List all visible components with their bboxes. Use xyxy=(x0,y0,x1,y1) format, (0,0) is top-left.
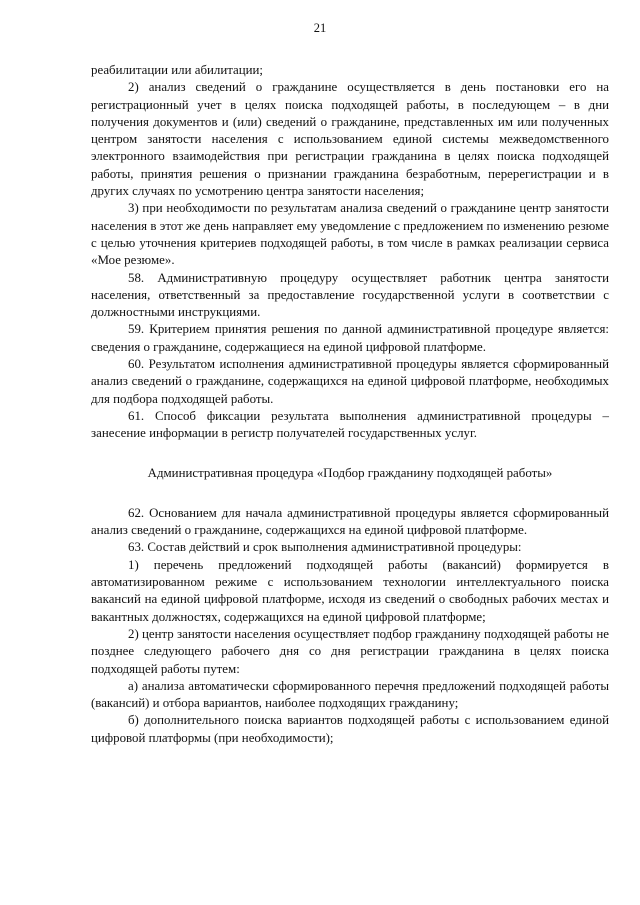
paragraph: 58. Административную процедуру осуществляет работник центра занятости населения, ответственный за предоставление государственной услуги в соответствии с должностными инструкциями. xyxy=(91,270,609,320)
paragraph: 59. Критерием принятия решения по данной административной процедуре является: сведения о гражданине, содержащиеся на единой цифровой платформе. xyxy=(91,322,609,354)
paragraph: 3) при необходимости по результатам анализа сведений о гражданине центр занятости населения в этот же день направляет ему уведомление с предложением по изменению резюме с целью уточнения критериев подходящей работы, в том числе в рамках реализации сервиса «Мое резюме». xyxy=(91,201,609,268)
paragraph: 1) перечень предложений подходящей работы (вакансий) формируется в автоматизированном режиме с использованием технологии интеллектуального поиска вакансий на единой цифровой платформе, исходя из сведений о свободных рабочих местах и вакантных должностях, содержащихся на единой цифровой платформе; xyxy=(91,557,609,624)
paragraph: 60. Результатом исполнения административной процедуры является сформированный анализ сведений о гражданине, содержащихся на единой цифровой платформе, необходимых для подбора подходящей работы. xyxy=(91,357,609,406)
paragraph: б) дополнительного поиска вариантов подходящей работы с использованием единой цифровой платформы (при необходимости); xyxy=(91,713,609,745)
paragraph: 61. Способ фиксации результата выполнения административной процедуры – занесение информации в регистр получателей государственных услуг. xyxy=(91,408,609,441)
section-title: Административная процедура «Подбор гражданину подходящей работы» xyxy=(147,465,553,480)
paragraph: 62. Основанием для начала административной процедуры является сформированный анализ сведений о гражданине, содержащихся на единой цифровой платформе. xyxy=(91,505,609,538)
paragraph: 2) центр занятости населения осуществляет подбор гражданину подходящей работы не позднее следующего рабочего дня со дня регистрации гражданина в целях поиска подходящей работы путем: xyxy=(91,626,609,676)
page-number: 21 xyxy=(313,21,327,35)
paragraph: 2) анализ сведений о гражданине осуществляется в день постановки его на регистрационный учет в целях поиска подходящей работы, в последующем – в дни получения документов и (или) сведений о гражданине, представленных им или полученных центром занятости населения с использованием единой системы межведомственного электронного взаимодействия при регистрации гражданина в целях поиска подходящей работы, принятия решения о признании гражданина безработным, перерегистрации и в других случаях по усмотрению центра занятости населения; xyxy=(91,80,609,199)
paragraph: а) анализа автоматически сформированного перечня предложений подходящей работы (вакансий) и отбора вариантов, наиболее подходящих гражданину; xyxy=(91,678,609,711)
document-body xyxy=(91,62,609,747)
paragraph: 63. Состав действий и срок выполнения административной процедуры: xyxy=(128,540,522,555)
paragraph: реабилитации или абилитации; xyxy=(91,63,264,77)
